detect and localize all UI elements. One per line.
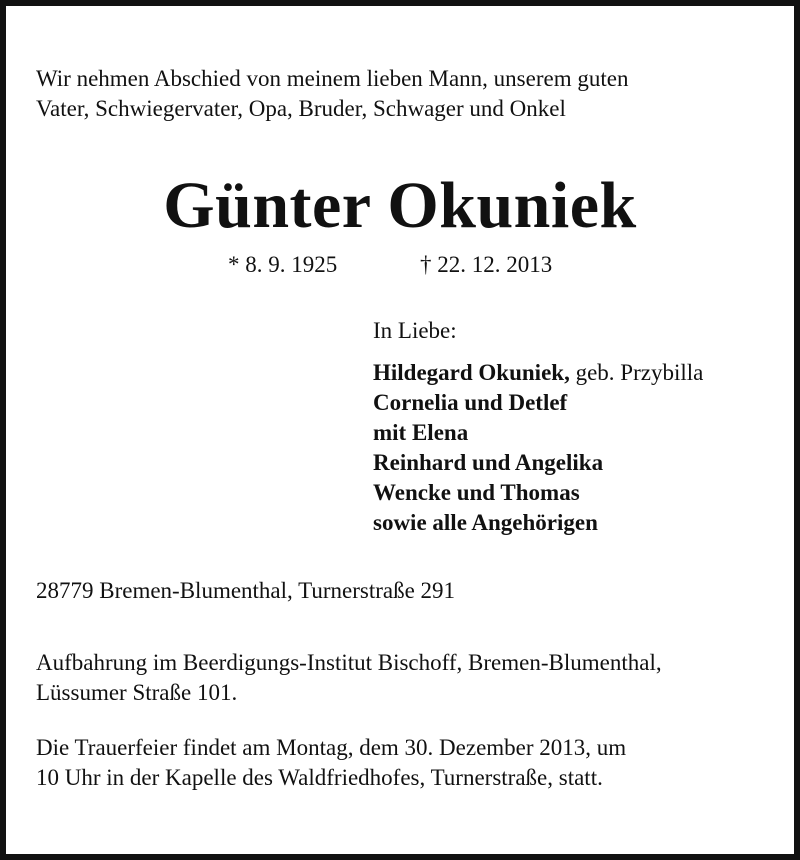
- mourners-list: [373, 358, 703, 538]
- mourner-item: [373, 448, 703, 478]
- home-address: 28779 Bremen-Blumenthal, Turnerstraße 291: [36, 578, 456, 603]
- funeral-line: Die Trauerfeier findet am Montag, dem 30. Dezember 2013, um: [36, 735, 627, 760]
- in-love-heading: In Liebe:: [373, 318, 457, 343]
- birth-date: * 8. 9. 1925: [228, 252, 338, 277]
- mourner-item: [373, 478, 703, 508]
- mourner-name: mit Elena: [373, 420, 469, 445]
- mourner-suffix: geb. Przybilla: [569, 360, 704, 385]
- viewing-line: Aufbahrung im Beerdigungs-Institut Bischoff, Bremen-Blumenthal,: [36, 650, 662, 675]
- mourner-item: [373, 418, 703, 448]
- viewing-line: Lüssumer Straße 101.: [36, 680, 238, 705]
- intro-line: Wir nehmen Abschied von meinem lieben Mann, unserem guten: [36, 66, 629, 91]
- intro-line: Vater, Schwiegervater, Opa, Bruder, Schwager und Onkel: [36, 96, 566, 121]
- mourner-name: Cornelia und Detlef: [373, 390, 568, 415]
- viewing-info: [36, 648, 766, 708]
- mourner-name: Wencke und Thomas: [373, 480, 580, 505]
- death-date: † 22. 12. 2013: [420, 252, 553, 277]
- funeral-line: 10 Uhr in der Kapelle des Waldfriedhofes, Turnerstraße, statt.: [36, 765, 603, 790]
- mourner-name: sowie alle Angehörigen: [373, 510, 598, 535]
- mourner-item: [373, 508, 703, 538]
- mourner-item: [373, 358, 703, 388]
- mourner-item: [373, 388, 703, 418]
- funeral-info: [36, 733, 766, 793]
- deceased-name: Günter Okuniek: [163, 169, 637, 242]
- mourner-name: Hildegard Okuniek,: [373, 360, 570, 385]
- intro-text: [36, 64, 766, 124]
- mourner-name: Reinhard und Angelika: [373, 450, 604, 475]
